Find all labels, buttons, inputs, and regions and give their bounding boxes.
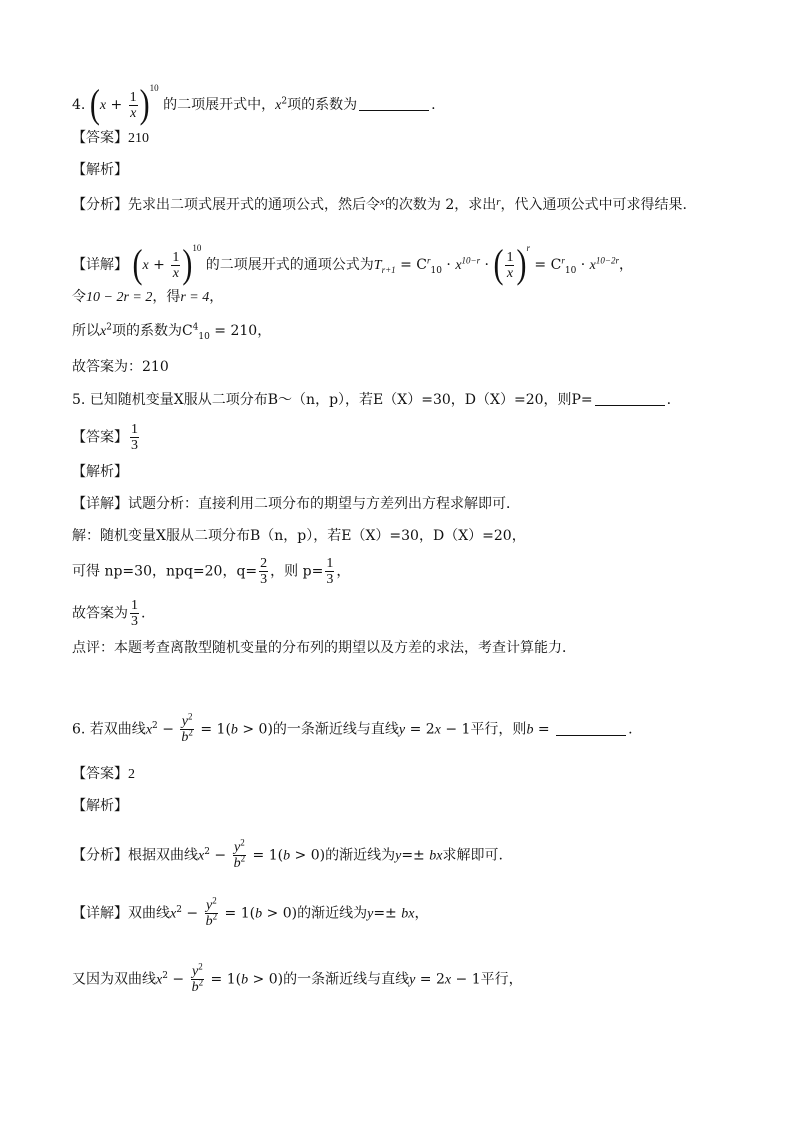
q6-answer: 【答案】2 [72,766,135,782]
q4-detail: 【详解】 (x + $\frac{1}{x}$ )$^{10}$ 的二项展开式的通项公式为$T_{r+1} = C^r_{10} \cdot x^{10-r}$ · ( $\frac{1}{x}$ )$^r = C^r_{10} \cdot x^{10-2r}$， [72,242,633,287]
q5-comment: 点评：本题考查离散型随机变量的分布列的期望以及方差的求法，考查计算能力． [72,640,576,656]
q5-answer: 【答案】 $\frac{1}{3}$ [72,422,138,453]
q5-solve: 解：随机变量X服从二项分布B（n，p），若E（X）=30，D（X）=20， [72,528,526,544]
q4-fenxi: 【分析】先求出二项式展开式的通项公式，然后令$^x$的次数为 2，求出$^r$，代入通项公式中可求得结果. [72,196,687,213]
q4-question: 4. (x + $\frac{1}{x}$ )$^{10}$ 的二项展开式中，$x^2$项的系数为 . [72,82,436,127]
q6-detail: 【详解】双曲线$x^2$ − $\frac{y^2}{b^2}$ = 1(b > 0)的渐近线为y=± bx， [72,895,429,929]
q4-answer: 【答案】210 [72,130,149,146]
answer-blank[interactable] [556,721,626,736]
q4-step1: 令10 − 2r = 2，得r = 4， [72,289,224,305]
q4-final: 故答案为：210 [72,359,169,375]
q5-detail: 【详解】试题分析：直接利用二项分布的期望与方差列出方程求解即可． [72,496,520,512]
q4-jiexi: 【解析】 [72,162,128,178]
q5-question: 5. 已知随机变量X服从二项分布B～（n，p），若E（X）=30，D（X）=20，则P= . [72,392,672,408]
answer-blank[interactable] [595,391,665,406]
q6-question: 6. 若双曲线$x^2$ − $\frac{y^2}{b^2}$ = 1(b > 0)的一条渐近线与直线y = 2x − 1平行，则b = . [72,711,633,745]
q6-fenxi: 【分析】根据双曲线$x^2$ − $\frac{y^2}{b^2}$ = 1(b > 0)的渐近线为y=± bx求解即可. [72,837,503,871]
q5-jiexi: 【解析】 [72,464,128,480]
q5-final: 故答案为 $\frac{1}{3}$ . [72,598,146,629]
q6-last: 又因为双曲线$x^2$ − $\frac{y^2}{b^2}$ = 1(b > 0)的一条渐近线与直线y = 2x − 1平行， [72,961,523,995]
q6-jiexi: 【解析】 [72,798,128,814]
q5-got: 可得 np=30，npq=20，q= $\frac{2}{3}$ ，则 p= $\frac{1}{3}$ ， [72,556,351,587]
q4-step2: 所以$x^2$项的系数为$C^4_{10} = 210$， [72,322,272,342]
answer-blank[interactable] [359,96,429,111]
